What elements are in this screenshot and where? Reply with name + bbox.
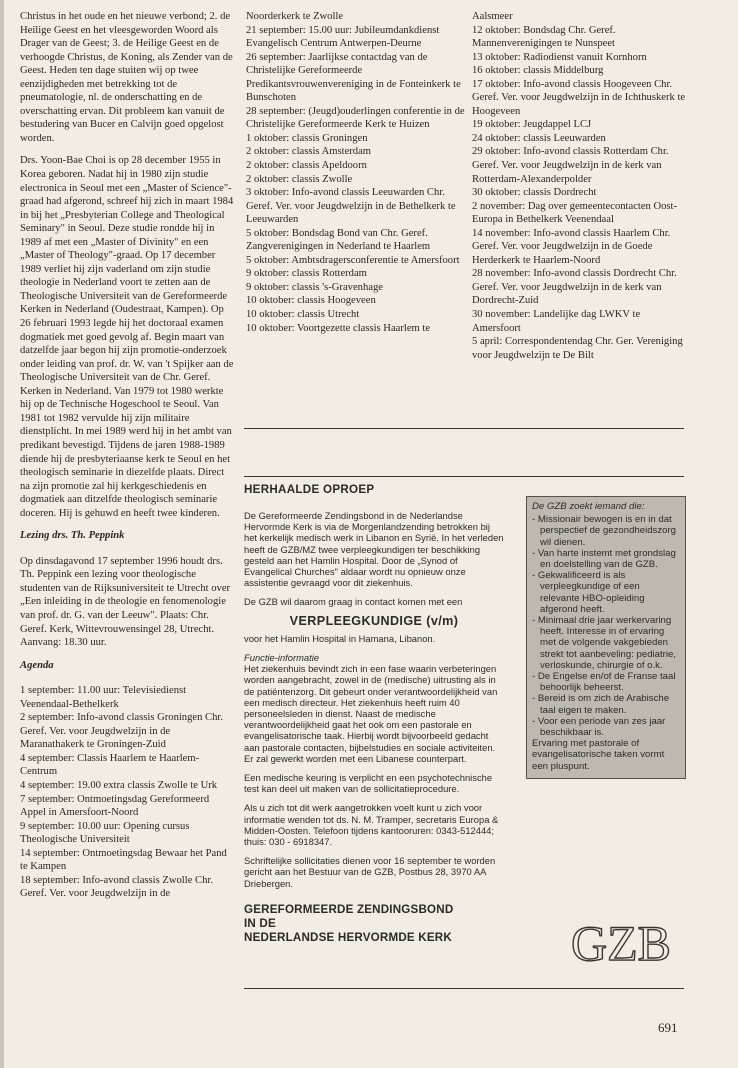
agenda-item: 28 september: (Jeugd)ouderlingen conferentie in de Christelijke Gereformeerde Kerk te Huizen xyxy=(246,105,465,131)
org-line: GEREFORMEERDE ZENDINGSBOND xyxy=(244,902,454,916)
requirement-item: - De Engelse en/of de Franse taal behoorlijk beheerst. xyxy=(532,671,676,694)
agenda-item: 14 november: Info-avond classis Haarlem Chr. Geref. Ver. voor Jeugdwelzijn in de Goede Herderkerk te Haarlem-Noord xyxy=(472,227,671,266)
divider xyxy=(244,428,684,429)
paragraph: Op dinsdagavond 17 september 1996 houdt drs. Th. Peppink een lezing voor theologische studenten van de Rijksuniversiteit te Utrecht over „Een inleiding in de theologie en fenomenologie van prof. dr. G. van der Leeuw". Plaats: Chr. Geref. Kerk, Wittevrouwensingel 28, Utrecht. Aanvang: 18.30 uur. xyxy=(20,555,231,649)
agenda-item: 12 oktober: Bondsdag Chr. Geref. Mannenverenigingen te Nunspeet xyxy=(472,24,616,50)
agenda-item: 2 november: Dag over gemeentecontacten Oost-Europa in Bethelkerk Veenendaal xyxy=(472,200,678,226)
ad-function-text: Het ziekenhuis bevindt zich in een fase waarin verbeteringen worden aangebracht, zowel in de (medische) uitrusting als in de patiëntenzorg. Dit gebeurt onder verantwoordelijkheid van een medisch directeur. Het ziekenhuis heeft ruim 40 personeelsleden in dienst. Naast de medische verantwoordelijkheid gaat het ook om een pastorale en evangelisatorische taak. Hierbij wordt bijvoorbeeld gedacht aan pastorale contacten, bijbelstudies en sociale activiteiten. Er zal gewerkt worden met een Libanese counterpart. xyxy=(244,663,498,764)
agenda-item: 1 oktober: classis Groningen xyxy=(246,132,368,144)
agenda-list xyxy=(246,10,472,335)
agenda-item: 5 april: Correspondentendag Chr. Ger. Vereniging voor Jeugdwelzijn te De Bilt xyxy=(472,336,683,361)
agenda-item: 9 oktober: classis Rotterdam xyxy=(246,268,367,280)
agenda-item: 19 oktober: Jeugdappel LCJ xyxy=(472,119,592,131)
gzb-logo xyxy=(562,910,680,970)
paragraph: Drs. Yoon-Bae Choi is op 28 december 1955 in Korea geboren. Nadat hij in 1980 zijn studie electronica in Seoul met een „Master of Science"-graad had afgerond, schreef hij zich in maart 1984 in bij het „Presbyterian College and Theological Seminary" in Seoul. Deze studie rondde hij in 1989 af met een „Master of Divinity" en een „Master of Theology"-graad. Op 17 december 1989 verliet hij zijn vaderland om zijn studie theologie in Nederland voort te zetten aan de Theologische Universiteit van de Gereformeerde Kerken in Nederland (Oudestraat, Kampen). Op 26 februari 1993 legde hij het doctoraal examen dogmatiek met goed gevolg af. Begin maart van datzelfde jaar begon hij zijn promotie-onderzoek onder leiding van prof. dr. W. van 't Spijker aan de Theologische Universiteit van de Chr. Geref. Kerken in Nederland. Van 1979 tot 1980 werkte hij op de Technische Hogeschool te Seoul. Van 1981 tot 1982 vervulde hij zijn militaire dienstplicht. In mei 1989 werd hij in het ambt van predikant bevestigd. Tijdens de jaren 1988-1989 diende hij de presbyteriaanse kerk te Seoul en het theologisch seminarie in diezelfde plaats. Direct na zijn promotie zal hij kerkgeschiedenis en dogmatiek aan ditzelfde theologisch seminarie doceren. Hij is gehuwd en heeft twee kinderen. xyxy=(20,155,234,519)
ad-apply: Schriftelijke sollicitaties dienen voor 16 september te worden gericht aan het Bestuur van de GZB, Postbus 28, 3970 AA Driebergen. xyxy=(244,855,496,889)
binding-shadow xyxy=(0,0,4,1068)
agenda-item: 2 oktober: classis Zwolle xyxy=(246,173,353,185)
section-heading: Agenda xyxy=(20,659,54,671)
ad-organisation xyxy=(244,903,504,945)
agenda-item: 7 september: Ontmoetingsdag Gereformeerd Appel in Amersfoort-Noord xyxy=(20,793,210,819)
agenda-item: 10 oktober: classis Utrecht xyxy=(246,309,360,321)
requirement-item: - Van harte instemt met grondslag en doelstelling van de GZB. xyxy=(532,547,676,571)
requirement-item: - Minimaal drie jaar werkervaring heeft. Interesse in of ervaring met de volgende vakgebieden strekt tot aanbeveling: pediatrie, verloskunde, chirurgie of o.k. xyxy=(532,615,676,671)
agenda-item: 5 oktober: Ambtsdragersconferentie te Amersfoort xyxy=(246,254,460,266)
agenda-item: 2 september: Info-avond classis Groningen Chr. Geref. Ver. voor Jeugdwelzijn in de Maranathakerk te Groningen-Zuid xyxy=(20,712,224,751)
section-heading: Lezing drs. Th. Peppink xyxy=(20,530,125,542)
agenda-item: 5 oktober: Bondsdag Bond van Chr. Geref. Zangverenigingen in Nederland te Haarlem xyxy=(246,227,431,253)
agenda-item: 18 september: Info-avond classis Zwolle Chr. Geref. Ver. voor Jeugdwelzijn in de xyxy=(20,874,213,900)
agenda-item: 9 oktober: classis 's-Gravenhage xyxy=(246,281,383,293)
divider xyxy=(244,476,684,477)
ad-function-heading: Functie-informatie xyxy=(244,652,320,664)
page-number: 691 xyxy=(658,1020,678,1035)
ad-hospital: voor het Hamlin Hospital in Hamana, Libanon. xyxy=(244,632,436,644)
requirement-item: - Missionair bewogen is en in dat perspectief de gezondheidszorg wil dienen. xyxy=(532,514,677,548)
agenda-item: 21 september: 15.00 uur: Jubileumdankdienst Evangelisch Centrum Antwerpen-Deurne xyxy=(246,24,440,50)
requirements-box xyxy=(526,496,686,779)
agenda-item: 13 oktober: Radiodienst vanuit Kornhorn xyxy=(472,51,647,63)
agenda-item: 2 oktober: classis Apeldoorn xyxy=(246,160,367,172)
agenda-item: 3 oktober: Info-avond classis Leeuwarden Chr. Geref. Ver. voor Jeugdwelzijn in de Bethelkerk te Leeuwarden xyxy=(246,187,456,226)
agenda-item: Noorderkerk te Zwolle xyxy=(246,11,344,22)
ad-intro: De Gereformeerde Zendingsbond in de Nederlandse Hervormde Kerk is via de Morgenlandzending betrokken bij het kerkelijk medisch werk in Libanon en Syrië. In het verleden heeft de GZB/MZ twee verpleegkundigen ter beschikking gesteld aan het Hamlin Hospital. Door de „Synod of Evangelical Churches" aldaar wordt nu opnieuw onze assistentie gevraagd voor dit ziekenhuis. xyxy=(244,510,504,589)
agenda-item: 29 oktober: Info-avond classis Rotterdam Chr. Geref. Ver. voor Jeugdwelzijn in de kerk van Rotterdam-Alexanderpolder xyxy=(472,146,669,185)
org-line: IN DE xyxy=(244,916,276,930)
agenda-item: 1 september: 11.00 uur: Televisiedienst Veenendaal-Bethelkerk xyxy=(20,685,187,710)
ad-medical: Een medische keuring is verplicht en een psychotechnische test kan deel uit maken van de sollicitatieprocedure. xyxy=(244,772,493,795)
column-3 xyxy=(472,10,688,362)
job-advertisement xyxy=(244,483,688,944)
requirement-item: - Gekwalificeerd is als verpleegkundige of een relevante HBO-opleiding afgerond heeft. xyxy=(532,570,645,615)
column-1 xyxy=(20,10,236,901)
ad-title: HERHAALDE OPROEP xyxy=(244,483,375,496)
agenda-item: 17 oktober: Info-avond classis Hoogeveen Chr. Geref. Ver. voor Jeugdwelzijn in de Ichthuskerk te Hoogeveen xyxy=(472,78,686,117)
agenda-item: 16 oktober: classis Middelburg xyxy=(472,65,604,77)
org-line: NEDERLANDSE HERVORMDE KERK xyxy=(244,930,452,944)
agenda-item: 30 november: Landelijke dag LWKV te Amersfoort xyxy=(472,309,641,334)
paragraph: Christus in het oude en het nieuwe verbond; 2. de Heilige Geest en het vleesgeworden Woord als Drager van de Geest; 3. de Heilige Geest en de verhoogde Christus, de Koning, als Zender van de Geest. Heden ten dage stuiten wij op twee eenzijdigheden met betrekking tot de pneumatologie, nl. de onderschatting en de overschatting ervan. Dit probleem kan vanuit de bestudering van Bucer en Calvijn goed opgelost worden. xyxy=(20,11,233,144)
agenda-item: 10 oktober: Voortgezette classis Haarlem te xyxy=(246,322,431,334)
agenda-item: 30 oktober: classis Dordrecht xyxy=(472,187,597,199)
agenda-item: 4 september: 19.00 extra classis Zwolle te Urk xyxy=(20,779,218,791)
agenda-item: 10 oktober: classis Hoogeveen xyxy=(246,295,376,307)
requirement-item: - Bereid is om zich de Arabische taal eigen te maken. xyxy=(532,693,670,716)
column-2 xyxy=(246,10,472,335)
agenda-list xyxy=(20,684,236,901)
ad-info: Als u zich tot dit werk aangetrokken voelt kunt u zich voor informatie wenden tot ds. N. M. Tramper, secretaris Europa & Midden-Oosten. Telefoon tijdens kantooruren: 0343-512444; thuis: 030 - 6918347. xyxy=(244,802,499,848)
agenda-item: 26 september: Jaarlijkse contactdag van de Christelijke Gereformeerde Predikantsvrouwenvereniging in de Fonteinkerk te Bunschoten xyxy=(246,51,461,104)
requirement-item: - Voor een periode van zes jaar beschikbaar is. xyxy=(532,715,666,739)
agenda-item: 4 september: Classis Haarlem te Haarlem-Centrum xyxy=(20,752,200,778)
agenda-item: Aalsmeer xyxy=(472,11,513,22)
divider xyxy=(244,988,684,989)
agenda-item: 24 oktober: classis Leeuwarden xyxy=(472,132,606,144)
logo-text: GZB xyxy=(571,915,671,970)
requirements-list xyxy=(532,514,680,738)
agenda-item: 28 november: Info-avond classis Dordrecht Chr. Geref. Ver. voor Jeugdwelzijn in de kerk van Dordrecht-Zuid xyxy=(472,268,677,307)
ad-body xyxy=(244,510,504,945)
box-title: De GZB zoekt iemand die: xyxy=(532,501,645,512)
agenda-list xyxy=(472,10,688,362)
agenda-item: 9 september: 10.00 uur: Opening cursus Theologische Universiteit xyxy=(20,820,190,846)
ad-contact: De GZB wil daarom graag in contact komen met een xyxy=(244,596,463,608)
agenda-item: 2 oktober: classis Amsterdam xyxy=(246,146,372,158)
ad-position: VERPLEEGKUNDIGE (v/m) xyxy=(289,613,459,628)
box-closing: Ervaring met pastorale of evangelisatorische taken vormt een pluspunt. xyxy=(532,738,665,772)
agenda-item: 14 september: Ontmoetingsdag Bewaar het Pand te Kampen xyxy=(20,847,227,873)
